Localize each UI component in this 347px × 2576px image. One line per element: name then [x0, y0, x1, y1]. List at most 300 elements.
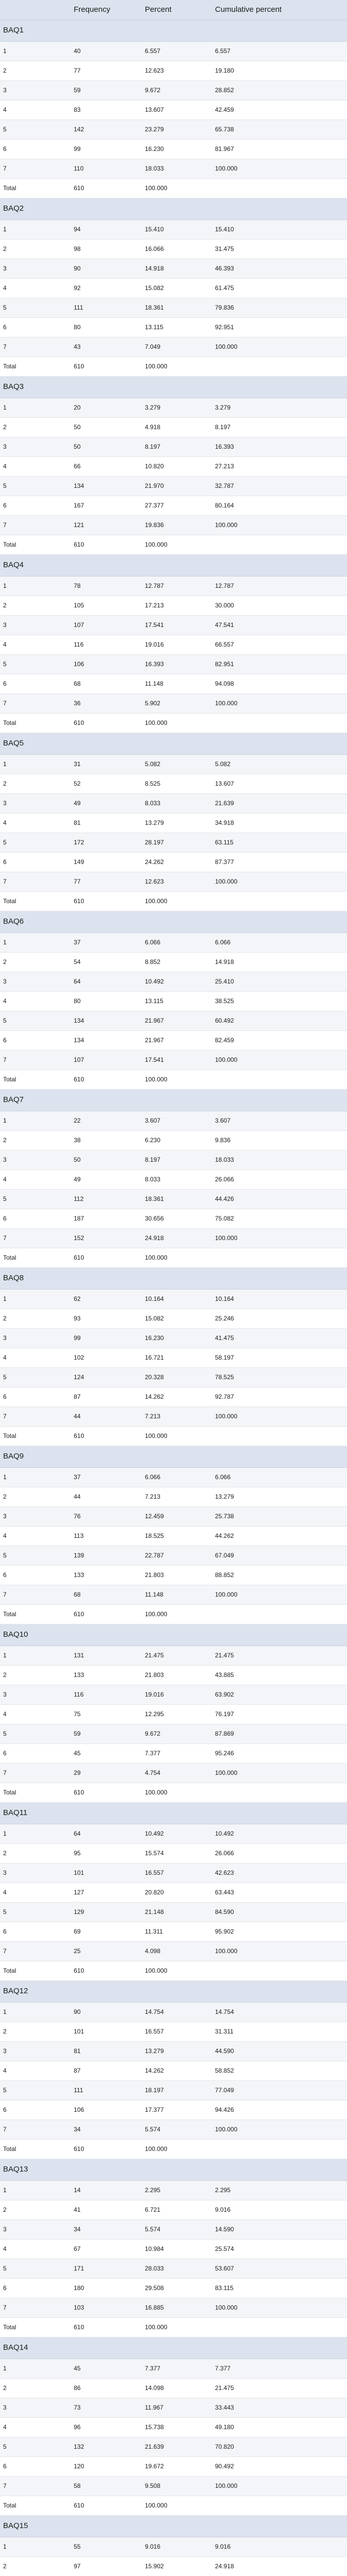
row-label-cell: 7: [0, 693, 71, 713]
table-row: [0, 833, 347, 852]
cumulative-percent-cell: 92.787: [212, 1387, 347, 1406]
frequency-cell: 83: [71, 100, 142, 120]
table-row: [0, 2476, 347, 2496]
frequency-cell: 610: [71, 2139, 142, 2159]
table-row: [0, 1763, 347, 1783]
percent-cell: 19.016: [142, 635, 212, 654]
cumulative-percent-cell: 63.902: [212, 1685, 347, 1704]
cumulative-percent-cell: 12.787: [212, 576, 347, 596]
row-label-cell: Total: [0, 1070, 71, 1089]
percent-cell: 16.557: [142, 1863, 212, 1883]
row-label-cell: 1: [0, 1289, 71, 1309]
row-label-cell: 6: [0, 139, 71, 159]
table-row: [0, 1189, 347, 1209]
row-label-cell: Total: [0, 1961, 71, 1980]
percent-cell: 15.082: [142, 278, 212, 298]
percent-cell: 8.033: [142, 1170, 212, 1189]
table-row: [0, 1487, 347, 1506]
percent-cell: 17.541: [142, 615, 212, 635]
cumulative-percent-cell: 100.000: [212, 872, 347, 891]
cumulative-percent-cell: 10.492: [212, 1824, 347, 1843]
cumulative-percent-cell: 75.082: [212, 1209, 347, 1228]
row-label-cell: 4: [0, 813, 71, 833]
frequency-cell: 101: [71, 2022, 142, 2041]
table-row: [0, 1724, 347, 1743]
frequency-cell: 610: [71, 1070, 142, 1089]
table-row: [0, 515, 347, 535]
table-row: [0, 1743, 347, 1763]
row-label-cell: 4: [0, 991, 71, 1011]
frequency-cell: 610: [71, 891, 142, 911]
table-row: [0, 693, 347, 713]
frequency-cell: 68: [71, 1585, 142, 1604]
percent-cell: 12.623: [142, 61, 212, 80]
frequency-cell: 610: [71, 1248, 142, 1267]
table-row: [0, 1704, 347, 1724]
frequency-cell: 44: [71, 1487, 142, 1506]
row-label-cell: 4: [0, 456, 71, 476]
percent-cell: 15.082: [142, 1309, 212, 1328]
frequency-cell: 93: [71, 1309, 142, 1328]
percent-cell: 24.918: [142, 1228, 212, 1248]
group-header-row: [0, 1980, 347, 2002]
frequency-cell: 80: [71, 991, 142, 1011]
frequency-cell: 110: [71, 159, 142, 178]
frequency-cell: 52: [71, 774, 142, 793]
percent-cell: 100.000: [142, 1426, 212, 1446]
row-label-cell: 2: [0, 239, 71, 259]
cumulative-percent-cell: 80.164: [212, 496, 347, 515]
cumulative-percent-cell: 9.836: [212, 1130, 347, 1150]
row-label-cell: 6: [0, 1209, 71, 1228]
percent-cell: 21.803: [142, 1665, 212, 1685]
table-row: [0, 1209, 347, 1228]
cumulative-percent-cell: 44.426: [212, 1189, 347, 1209]
percent-cell: 4.754: [142, 1763, 212, 1783]
group-title: BAQ11: [0, 1802, 347, 1824]
percent-cell: 13.115: [142, 317, 212, 337]
cumulative-percent-cell: 26.066: [212, 1843, 347, 1863]
row-label-cell: 5: [0, 298, 71, 317]
table-row: [0, 80, 347, 100]
group-title: BAQ2: [0, 198, 347, 219]
frequency-cell: 111: [71, 298, 142, 317]
percent-cell: 100.000: [142, 2496, 212, 2515]
row-label-cell: 2: [0, 61, 71, 80]
row-label-cell: 1: [0, 933, 71, 952]
cumulative-percent-cell: 88.852: [212, 1565, 347, 1585]
frequency-cell: 50: [71, 1150, 142, 1170]
percent-cell: 3.279: [142, 398, 212, 417]
row-label-cell: 6: [0, 674, 71, 693]
table-row: [0, 596, 347, 615]
percent-cell: 12.295: [142, 1704, 212, 1724]
percent-cell: 12.623: [142, 872, 212, 891]
percent-cell: 17.213: [142, 596, 212, 615]
percent-cell: 11.148: [142, 1585, 212, 1604]
cumulative-percent-cell: 30.000: [212, 596, 347, 615]
percent-cell: 16.393: [142, 654, 212, 674]
frequency-cell: 610: [71, 2496, 142, 2515]
row-label-cell: 3: [0, 1506, 71, 1526]
percent-cell: 18.361: [142, 1189, 212, 1209]
group-title: BAQ1: [0, 20, 347, 41]
cumulative-percent-cell: 82.951: [212, 654, 347, 674]
frequency-cell: 37: [71, 933, 142, 952]
frequency-cell: 90: [71, 2002, 142, 2022]
percent-cell: 20.328: [142, 1367, 212, 1387]
frequency-cell: 54: [71, 952, 142, 972]
percent-cell: 15.574: [142, 1843, 212, 1863]
table-row: [0, 2378, 347, 2398]
table-row: [0, 1685, 347, 1704]
percent-cell: 9.508: [142, 2476, 212, 2496]
percent-cell: 7.213: [142, 1487, 212, 1506]
frequency-cell: 99: [71, 1328, 142, 1348]
frequency-cell: 131: [71, 1646, 142, 1665]
row-label-cell: 1: [0, 2002, 71, 2022]
cumulative-percent-cell: 6.066: [212, 933, 347, 952]
frequency-cell: 59: [71, 80, 142, 100]
percent-cell: 27.377: [142, 496, 212, 515]
frequency-cell: 87: [71, 2061, 142, 2080]
frequency-cell: 132: [71, 2437, 142, 2456]
row-label-cell: 2: [0, 952, 71, 972]
table-row: [0, 2219, 347, 2239]
cumulative-percent-cell: 31.311: [212, 2022, 347, 2041]
table-row: [0, 952, 347, 972]
percent-cell: 7.377: [142, 2359, 212, 2378]
frequency-cell: 45: [71, 1743, 142, 1763]
percent-cell: 10.984: [142, 2239, 212, 2259]
table-body: [0, 20, 347, 2576]
cumulative-percent-cell: 94.426: [212, 2100, 347, 2120]
percent-cell: 8.033: [142, 793, 212, 813]
cumulative-percent-cell: 2.295: [212, 2180, 347, 2200]
percent-cell: 21.967: [142, 1011, 212, 1030]
table-row: [0, 2437, 347, 2456]
row-label-cell: 6: [0, 1922, 71, 1941]
frequency-cell: 98: [71, 239, 142, 259]
cumulative-percent-cell: [212, 178, 347, 198]
table-row: [0, 2278, 347, 2298]
cumulative-percent-cell: 5.082: [212, 754, 347, 774]
frequency-cell: 113: [71, 1526, 142, 1546]
cumulative-percent-cell: 100.000: [212, 2120, 347, 2139]
cumulative-percent-cell: 21.475: [212, 1646, 347, 1665]
frequency-cell: 610: [71, 1604, 142, 1624]
frequency-cell: 121: [71, 515, 142, 535]
percent-cell: 4.918: [142, 417, 212, 437]
cumulative-percent-cell: 100.000: [212, 1941, 347, 1961]
cumulative-percent-cell: 28.852: [212, 80, 347, 100]
row-label-cell: 6: [0, 2278, 71, 2298]
frequency-cell: 102: [71, 1348, 142, 1367]
table-row: [0, 2456, 347, 2476]
percent-cell: 14.754: [142, 2002, 212, 2022]
row-label-cell: 4: [0, 2239, 71, 2259]
frequency-cell: 134: [71, 476, 142, 496]
frequency-cell: 62: [71, 1289, 142, 1309]
frequency-cell: 78: [71, 576, 142, 596]
frequency-cell: 44: [71, 1406, 142, 1426]
percent-cell: 18.197: [142, 2080, 212, 2100]
frequency-cell: 111: [71, 2080, 142, 2100]
frequency-cell: 95: [71, 1843, 142, 1863]
row-label-cell: 1: [0, 1467, 71, 1487]
percent-cell: 14.918: [142, 259, 212, 278]
cumulative-percent-cell: 78.525: [212, 1367, 347, 1387]
group-header-row: [0, 20, 347, 41]
group-title: BAQ6: [0, 911, 347, 933]
frequency-cell: 68: [71, 674, 142, 693]
cumulative-percent-cell: 9.016: [212, 2537, 347, 2556]
cumulative-percent-cell: 7.377: [212, 2359, 347, 2378]
group-title: BAQ3: [0, 376, 347, 398]
percent-cell: 18.361: [142, 298, 212, 317]
row-label-cell: 1: [0, 754, 71, 774]
table-row: [0, 615, 347, 635]
cumulative-percent-cell: 60.492: [212, 1011, 347, 1030]
percent-cell: 2.295: [142, 2180, 212, 2200]
cumulative-percent-cell: 84.590: [212, 1902, 347, 1922]
frequency-cell: 116: [71, 1685, 142, 1704]
cumulative-percent-cell: 49.180: [212, 2417, 347, 2437]
cumulative-percent-cell: 27.213: [212, 456, 347, 476]
frequency-cell: 76: [71, 1506, 142, 1526]
row-label-cell: 4: [0, 2061, 71, 2080]
cumulative-percent-cell: [212, 1604, 347, 1624]
row-label-cell: 3: [0, 259, 71, 278]
frequency-cell: 610: [71, 535, 142, 554]
table-row: [0, 2537, 347, 2556]
percent-cell: 5.574: [142, 2120, 212, 2139]
cumulative-percent-cell: 63.115: [212, 833, 347, 852]
table-row: [0, 1646, 347, 1665]
row-label-cell: Total: [0, 1604, 71, 1624]
percent-cell: 17.377: [142, 2100, 212, 2120]
frequency-cell: 99: [71, 139, 142, 159]
cumulative-percent-cell: 87.377: [212, 852, 347, 872]
table-row: [0, 1824, 347, 1843]
percent-cell: 20.820: [142, 1883, 212, 1902]
cumulative-percent-cell: [212, 891, 347, 911]
row-label-cell: 3: [0, 437, 71, 456]
percent-cell: 13.607: [142, 100, 212, 120]
row-label-cell: 5: [0, 2259, 71, 2278]
frequency-cell: 610: [71, 1426, 142, 1446]
row-label-cell: 4: [0, 2417, 71, 2437]
frequency-cell: 103: [71, 2298, 142, 2317]
row-label-cell: 1: [0, 1646, 71, 1665]
row-label-cell: Total: [0, 357, 71, 376]
frequency-cell: 77: [71, 61, 142, 80]
total-row: [0, 535, 347, 554]
row-label-cell: Total: [0, 535, 71, 554]
frequency-cell: 59: [71, 1724, 142, 1743]
row-label-cell: 7: [0, 159, 71, 178]
percent-cell: 21.148: [142, 1902, 212, 1922]
row-label-cell: 4: [0, 1883, 71, 1902]
group-title: BAQ8: [0, 1267, 347, 1289]
cumulative-percent-cell: 10.164: [212, 1289, 347, 1309]
frequency-cell: 86: [71, 2378, 142, 2398]
cumulative-percent-cell: 9.016: [212, 2200, 347, 2219]
percent-cell: 100.000: [142, 357, 212, 376]
percent-cell: 29.508: [142, 2278, 212, 2298]
cumulative-percent-cell: 13.279: [212, 1487, 347, 1506]
cumulative-percent-cell: 46.393: [212, 259, 347, 278]
cumulative-percent-cell: 41.475: [212, 1328, 347, 1348]
header-frequency: Frequency: [71, 0, 142, 20]
percent-cell: 28.197: [142, 833, 212, 852]
row-label-cell: 6: [0, 1030, 71, 1050]
row-label-cell: 4: [0, 100, 71, 120]
percent-cell: 18.033: [142, 159, 212, 178]
cumulative-percent-cell: [212, 1426, 347, 1446]
table-row: [0, 774, 347, 793]
percent-cell: 10.492: [142, 1824, 212, 1843]
percent-cell: 10.820: [142, 456, 212, 476]
table-row: [0, 437, 347, 456]
row-label-cell: 7: [0, 1941, 71, 1961]
percent-cell: 3.607: [142, 1111, 212, 1130]
table-row: [0, 1150, 347, 1170]
table-row: [0, 2398, 347, 2417]
table-row: [0, 1309, 347, 1328]
frequency-cell: 69: [71, 1922, 142, 1941]
frequency-cell: 105: [71, 596, 142, 615]
percent-cell: 30.656: [142, 1209, 212, 1228]
percent-cell: 100.000: [142, 535, 212, 554]
percent-cell: 4.098: [142, 1941, 212, 1961]
row-label-cell: 7: [0, 2298, 71, 2317]
cumulative-percent-cell: 14.754: [212, 2002, 347, 2022]
row-label-cell: 2: [0, 1130, 71, 1150]
percent-cell: 100.000: [142, 713, 212, 733]
cumulative-percent-cell: 25.738: [212, 1506, 347, 1526]
percent-cell: 22.787: [142, 1546, 212, 1565]
cumulative-percent-cell: 58.852: [212, 2061, 347, 2080]
row-label-cell: 3: [0, 2041, 71, 2061]
cumulative-percent-cell: 26.066: [212, 1170, 347, 1189]
table-row: [0, 2002, 347, 2022]
table-row: [0, 1506, 347, 1526]
row-label-cell: 7: [0, 872, 71, 891]
total-row: [0, 1070, 347, 1089]
row-label-cell: 4: [0, 635, 71, 654]
total-row: [0, 2139, 347, 2159]
row-label-cell: 3: [0, 2398, 71, 2417]
table-row: [0, 2041, 347, 2061]
percent-cell: 9.016: [142, 2537, 212, 2556]
frequency-cell: 37: [71, 1467, 142, 1487]
row-label-cell: 6: [0, 2456, 71, 2476]
cumulative-percent-cell: 95.246: [212, 1743, 347, 1763]
frequency-cell: 38: [71, 1130, 142, 1150]
cumulative-percent-cell: 53.607: [212, 2259, 347, 2278]
row-label-cell: 4: [0, 1170, 71, 1189]
cumulative-percent-cell: 77.049: [212, 2080, 347, 2100]
group-title: BAQ15: [0, 2515, 347, 2537]
row-label-cell: 2: [0, 1665, 71, 1685]
frequency-cell: 172: [71, 833, 142, 852]
cumulative-percent-cell: 61.475: [212, 278, 347, 298]
table-row: [0, 2061, 347, 2080]
row-label-cell: Total: [0, 713, 71, 733]
cumulative-percent-cell: 16.393: [212, 437, 347, 456]
frequency-cell: 134: [71, 1030, 142, 1050]
table-row: [0, 120, 347, 139]
group-header-row: [0, 1267, 347, 1289]
row-label-cell: 2: [0, 2378, 71, 2398]
percent-cell: 8.525: [142, 774, 212, 793]
cumulative-percent-cell: 25.410: [212, 972, 347, 991]
table-row: [0, 278, 347, 298]
percent-cell: 8.197: [142, 437, 212, 456]
cumulative-percent-cell: [212, 2496, 347, 2515]
table-row: [0, 813, 347, 833]
frequency-cell: 58: [71, 2476, 142, 2496]
cumulative-percent-cell: 82.459: [212, 1030, 347, 1050]
percent-cell: 8.197: [142, 1150, 212, 1170]
group-title: BAQ12: [0, 1980, 347, 2002]
frequency-cell: 77: [71, 872, 142, 891]
row-label-cell: 7: [0, 1406, 71, 1426]
percent-cell: 16.066: [142, 239, 212, 259]
table-row: [0, 476, 347, 496]
row-label-cell: 1: [0, 398, 71, 417]
row-label-cell: 6: [0, 1743, 71, 1763]
percent-cell: 6.721: [142, 2200, 212, 2219]
group-title: BAQ5: [0, 733, 347, 754]
percent-cell: 100.000: [142, 1604, 212, 1624]
table-row: [0, 1387, 347, 1406]
group-header-row: [0, 2515, 347, 2537]
group-header-row: [0, 198, 347, 219]
group-title: BAQ9: [0, 1446, 347, 1467]
table-row: [0, 674, 347, 693]
percent-cell: 15.902: [142, 2556, 212, 2576]
table-row: [0, 259, 347, 278]
cumulative-percent-cell: 21.639: [212, 793, 347, 813]
row-label-cell: 7: [0, 1585, 71, 1604]
table-row: [0, 61, 347, 80]
percent-cell: 14.098: [142, 2378, 212, 2398]
header-label-column: [0, 0, 71, 20]
row-label-cell: 3: [0, 2219, 71, 2239]
frequency-cell: 40: [71, 41, 142, 61]
frequency-cell: 120: [71, 2456, 142, 2476]
frequency-cell: 66: [71, 456, 142, 476]
percent-cell: 6.066: [142, 933, 212, 952]
frequency-cell: 134: [71, 1011, 142, 1030]
cumulative-percent-cell: 90.492: [212, 2456, 347, 2476]
table-row: [0, 872, 347, 891]
group-header-row: [0, 554, 347, 576]
frequency-cell: 14: [71, 2180, 142, 2200]
row-label-cell: Total: [0, 1248, 71, 1267]
cumulative-percent-cell: 100.000: [212, 515, 347, 535]
table-row: [0, 1367, 347, 1387]
table-row: [0, 2259, 347, 2278]
cumulative-percent-cell: 8.197: [212, 417, 347, 437]
frequency-cell: 167: [71, 496, 142, 515]
cumulative-percent-cell: 100.000: [212, 337, 347, 357]
table-row: [0, 654, 347, 674]
table-row: [0, 337, 347, 357]
percent-cell: 21.475: [142, 1646, 212, 1665]
